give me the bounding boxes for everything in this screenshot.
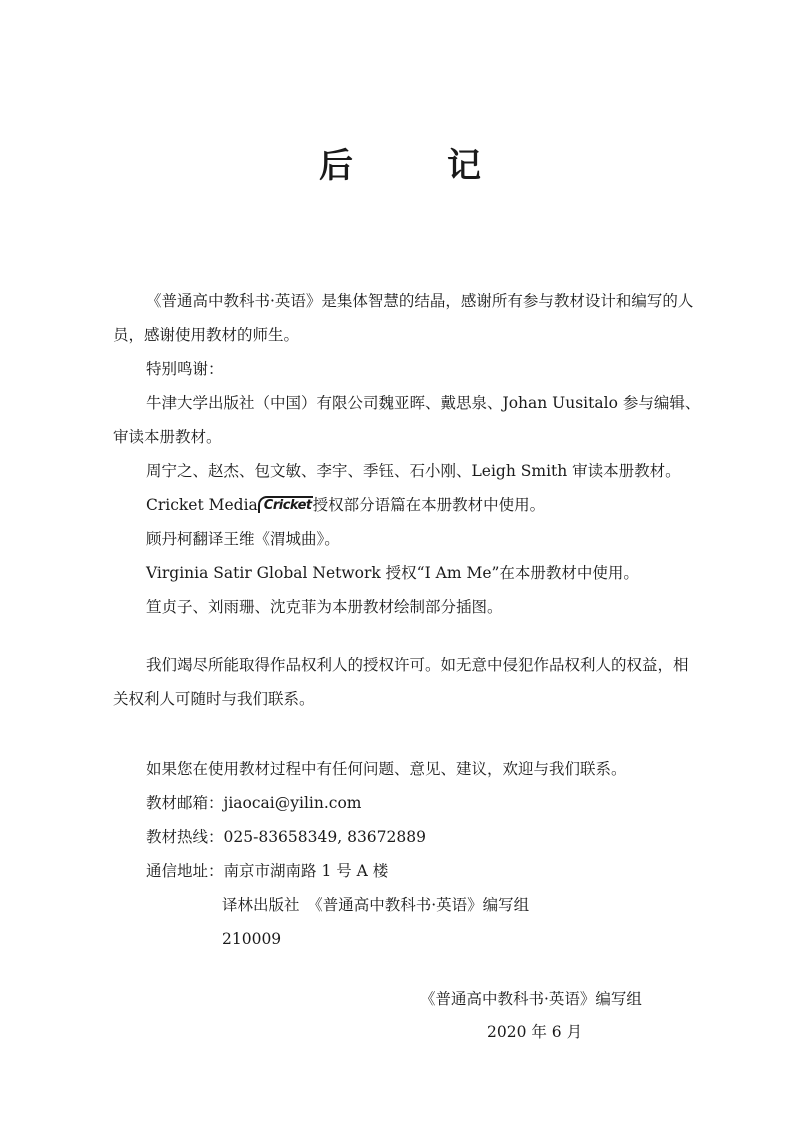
contact-intro: 如果您在使用教材过程中有任何问题、意见、建议，欢迎与我们联系。 xyxy=(146,760,627,778)
thanks-reviewers: 周宁之、赵杰、包文敏、李宇、季钰、石小刚、Leigh Smith 审读本册教材。 xyxy=(146,462,681,480)
hotline-label: 教材热线： xyxy=(146,828,224,846)
hotline-value: 025-83658349, 83672889 xyxy=(223,828,426,846)
thanks-translation: 顾丹柯翻译王维《渭城曲》。 xyxy=(146,530,340,548)
email-label: 教材邮箱： xyxy=(146,794,224,812)
cricket-logo-icon: Cricket xyxy=(258,496,313,513)
signature-group: 《普通高中教科书·英语》编写组 xyxy=(420,990,642,1008)
signature-date: 2020 年 6 月 xyxy=(487,1023,583,1041)
page-title: 后 记 xyxy=(319,146,511,186)
copyright-section xyxy=(113,648,701,716)
acknowledgements-section xyxy=(113,352,701,624)
thanks-cricket xyxy=(113,488,701,522)
thanks-satir: Virginia Satir Global Network 授权“I Am Me”在本册教材中使用。 xyxy=(146,564,639,582)
cricket-prefix: Cricket Media xyxy=(146,496,258,514)
contact-address-row xyxy=(113,854,701,888)
email-value: jiaocai@yilin.com xyxy=(223,794,362,812)
intro-paragraph: 《普通高中教科书·英语》是集体智慧的结晶，感谢所有参与教材设计和编写的人员，感谢使用教材的师生。 xyxy=(113,292,694,344)
thanks-oup: 牛津大学出版社（中国）有限公司魏亚晖、戴思泉、Johan Uusitalo 参与编辑、审读本册教材。 xyxy=(113,394,701,446)
contact-section xyxy=(113,752,701,956)
thanks-illustrators: 笪贞子、刘雨珊、沈克菲为本册教材绘制部分插图。 xyxy=(146,598,503,616)
contact-email-row xyxy=(113,786,701,820)
copyright-paragraph: 我们竭尽所能取得作品权利人的授权许可。如无意中侵犯作品权利人的权益，相关权利人可随时与我们联系。 xyxy=(113,656,689,708)
postcode: 210009 xyxy=(222,930,282,948)
cricket-suffix: 授权部分语篇在本册教材中使用。 xyxy=(312,496,546,514)
address-line2: 译林出版社 《普通高中教科书·英语》编写组 xyxy=(222,896,530,914)
address-label: 通信地址： xyxy=(146,862,224,880)
thanks-heading: 特别鸣谢： xyxy=(146,360,224,378)
intro-section xyxy=(113,284,701,352)
contact-hotline-row xyxy=(113,820,701,854)
address-line1: 南京市湖南路 1 号 A 楼 xyxy=(223,862,389,880)
